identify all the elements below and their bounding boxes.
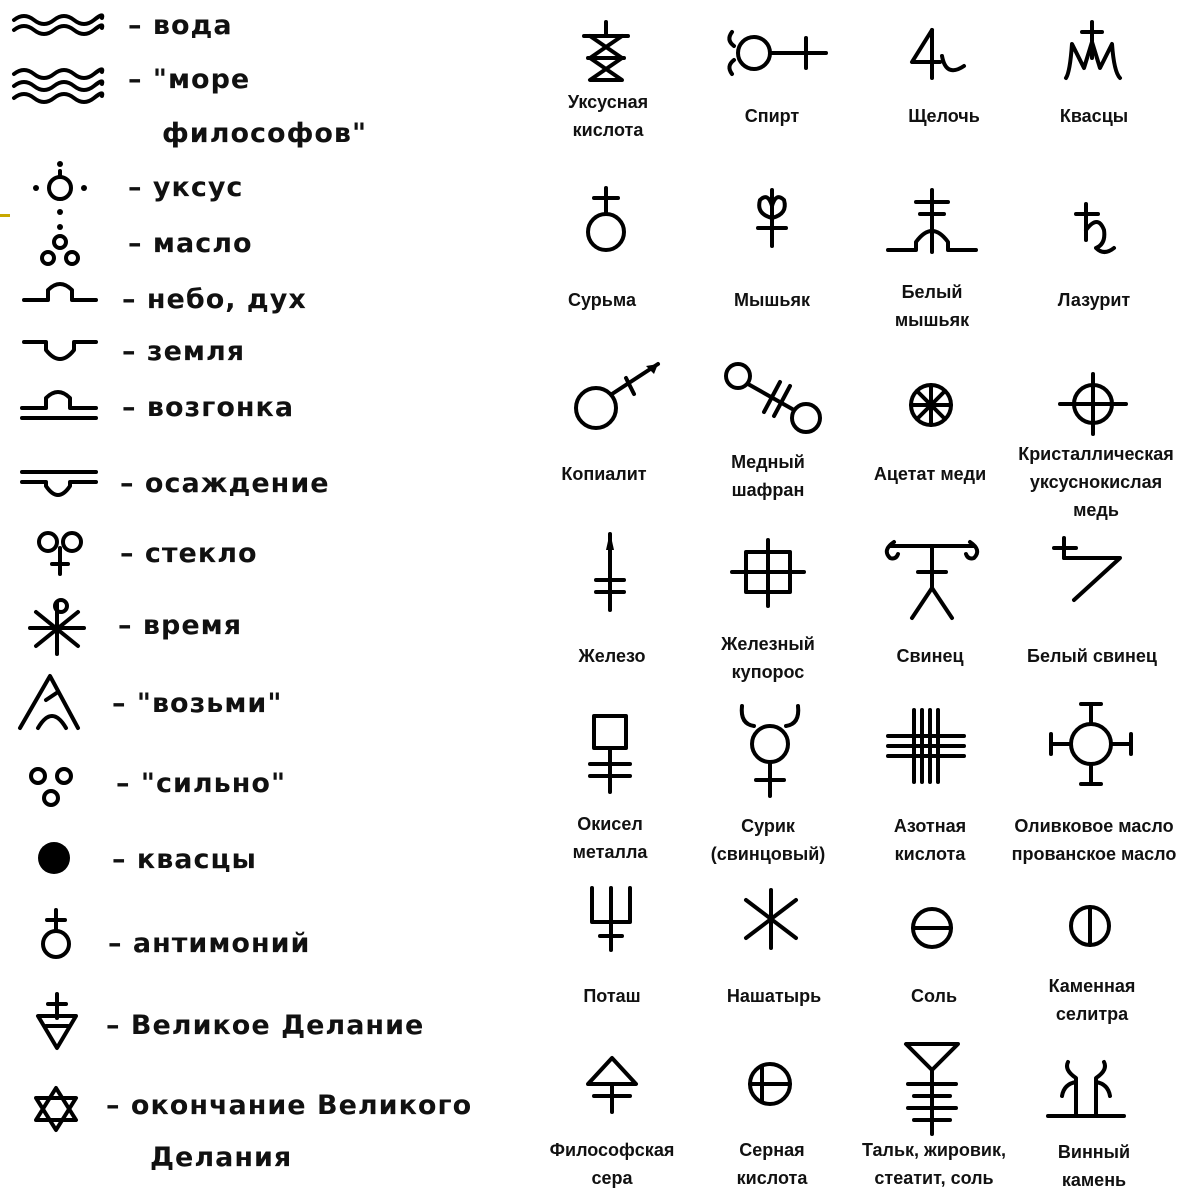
legend-label-time: – время <box>118 610 243 641</box>
label-philosophers-sulfur: Философская сера <box>549 1140 675 1188</box>
label-alkali: Щелочь <box>908 106 980 126</box>
lazurite-icon <box>1070 200 1128 260</box>
label-olive-oil: Оливковое масло прованское масло <box>1011 816 1177 864</box>
iron-icon <box>592 530 628 614</box>
acetic-acid-icon <box>578 18 634 84</box>
star-of-david-icon <box>30 1084 82 1134</box>
legend-label-sublimation: – возгонка <box>122 392 295 423</box>
sal-ammoniac-icon <box>740 886 802 952</box>
legend-label-antimony: – антимоний <box>108 928 311 959</box>
saltpeter-icon <box>1066 900 1114 952</box>
label-lead: Свинец <box>896 646 964 666</box>
white-arsenic-icon <box>884 186 980 254</box>
label-saltpeter: Каменная селитра <box>1048 976 1136 1024</box>
lead-icon <box>880 532 984 620</box>
nitric-acid-icon <box>884 706 968 786</box>
alum-blob-icon <box>32 836 76 880</box>
arsenic-icon <box>748 188 796 250</box>
label-alum: Квасцы <box>1059 106 1129 126</box>
copper-saffron-icon <box>722 360 824 436</box>
glass-icon <box>30 528 90 578</box>
sulfuric-acid-icon <box>744 1058 796 1110</box>
time-icon <box>24 598 90 658</box>
legend-label-earth: – земля <box>122 336 246 367</box>
label-copialite: Копиалит <box>561 464 647 484</box>
legend-label-end-cont: Делания <box>150 1142 293 1173</box>
vinegar-sun-icon <box>30 158 90 218</box>
label-antimony: Сурьма <box>568 290 636 310</box>
philosophers-sulfur-icon <box>584 1054 640 1116</box>
label-metal-oxide: Окисел металла <box>572 814 648 862</box>
legend-label-glass: – стекло <box>120 538 258 569</box>
legend-label-end: – окончание Великого <box>106 1090 473 1121</box>
alkali-icon <box>908 26 968 86</box>
label-acetic-acid: Уксусная кислота <box>567 92 649 140</box>
strongly-icon <box>24 764 80 810</box>
salt-icon <box>908 904 956 952</box>
precipitation-icon <box>18 466 100 508</box>
label-iron-vitriol: Железный купорос <box>721 634 815 682</box>
label-salt: Соль <box>910 986 958 1006</box>
water-waves-icon <box>12 12 104 46</box>
antimony-grid-icon <box>582 184 630 256</box>
crystalline-copper-acetate-icon <box>1056 370 1130 438</box>
label-spirit: Спирт <box>744 106 800 126</box>
potash-icon <box>586 884 636 954</box>
copper-acetate-icon <box>906 380 956 430</box>
legend-label-take: – "возьми" <box>112 688 283 719</box>
olive-oil-icon <box>1046 698 1136 790</box>
alum-icon <box>1060 18 1124 86</box>
white-lead-icon <box>1050 534 1134 606</box>
legend-label-vinegar: – уксус <box>128 172 244 203</box>
talc-icon <box>900 1040 964 1136</box>
copialite-icon <box>570 360 662 432</box>
label-tartar: Винный камень <box>1057 1142 1131 1190</box>
iron-vitriol-icon <box>728 536 808 608</box>
label-minium: Сурик (свинцовый) <box>710 816 826 864</box>
minium-icon <box>732 702 808 800</box>
label-potash: Поташ <box>583 986 641 1006</box>
antimony-icon <box>36 904 76 964</box>
great-work-icon <box>34 990 80 1054</box>
label-copper-saffron: Медный шафран <box>731 452 805 500</box>
sublimation-icon <box>18 384 100 424</box>
legend-label-precipitation: – осаждение <box>120 468 330 499</box>
legend-label-sea: – "море <box>128 64 251 95</box>
sea-waves-icon <box>12 66 104 110</box>
label-white-arsenic: Белый мышьяк <box>894 282 970 330</box>
label-sal-ammoniac: Нашатырь <box>726 986 822 1006</box>
metal-oxide-icon <box>584 712 636 794</box>
tartar-icon <box>1044 1058 1128 1120</box>
label-crystalline-copper-acetate: Кристаллическая уксуснокислая медь <box>1018 444 1174 520</box>
legend-label-strongly: – "сильно" <box>116 768 287 799</box>
legend-label-oil: – масло <box>128 228 253 259</box>
spirit-icon <box>722 24 830 82</box>
label-arsenic: Мышьяк <box>734 290 810 310</box>
label-nitric-acid: Азотная кислота <box>893 816 967 864</box>
accent-mark <box>0 214 10 217</box>
label-talc: Тальк, жировик, стеатит, соль <box>861 1140 1007 1188</box>
label-lazurite: Лазурит <box>1057 290 1131 310</box>
label-copper-acetate: Ацетат меди <box>873 464 987 484</box>
legend-label-sky: – небо, дух <box>122 284 307 315</box>
legend-label-sea-cont: философов" <box>162 118 368 149</box>
legend-label-great-work: – Великое Делание <box>106 1010 425 1041</box>
earth-icon <box>22 334 98 368</box>
label-white-lead: Белый свинец <box>1027 646 1157 666</box>
sky-spirit-icon <box>22 276 98 310</box>
label-sulfuric-acid: Серная кислота <box>736 1140 808 1188</box>
legend-label-water: – вода <box>128 10 233 41</box>
take-icon <box>16 670 82 734</box>
label-iron: Железо <box>578 646 646 666</box>
oil-circles-icon <box>36 222 84 268</box>
legend-label-alum: – квасцы <box>112 844 257 875</box>
